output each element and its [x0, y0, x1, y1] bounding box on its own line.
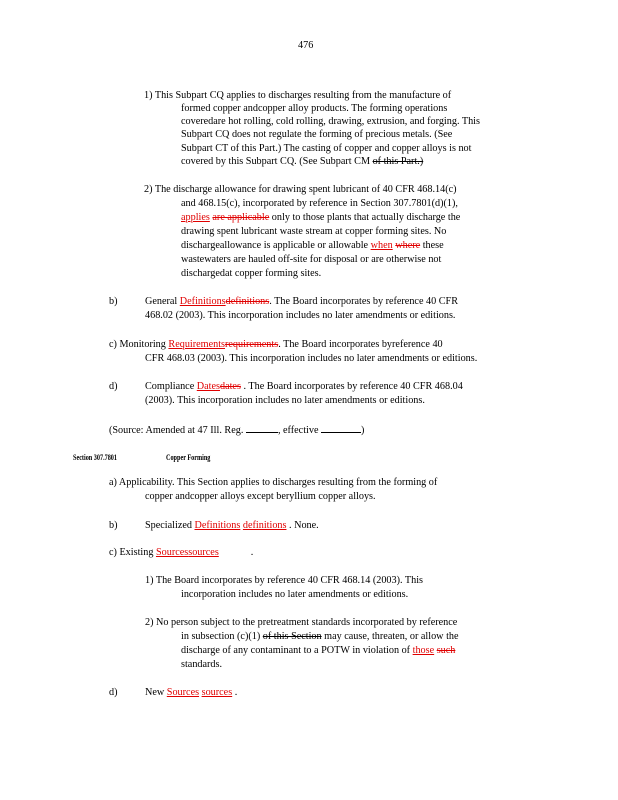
section-number: Section 307.7801 [73, 452, 117, 462]
c-post: . The Board incorporates byreference 40 [278, 339, 443, 350]
s-c-insertion: Sources [155, 547, 189, 558]
s-c-p2-deletion-of-this-section: of this Section [262, 631, 322, 642]
s-d-line [145, 687, 237, 699]
cq-p2-line5-end: these [420, 240, 444, 251]
b-definitions-line1 [145, 296, 458, 308]
s-c-p2-deletion-such: such [436, 645, 456, 656]
s-c-p2-line2 [181, 631, 459, 643]
d-post: . The Board incorporates by reference 40 CFR 468.04 [240, 381, 463, 392]
source-blank-effective [321, 423, 361, 433]
cq-p1-line5: Subpart CT of this Part.) The casting of copper and copper alloys is not [181, 143, 472, 154]
s-b-deletion: definitions [242, 520, 287, 531]
b-definitions-line2: 468.02 (2003). This incorporation includes no later amendments or editions. [145, 310, 456, 321]
cq-p2-line5-text: dischargeallowance is applicable or allowable [181, 240, 371, 251]
b-deletion: definitions [225, 296, 270, 307]
s-c-p2-line2-a: in subsection (c)(1) [181, 631, 263, 642]
cq-p1-line1: 1) This Subpart CQ applies to discharges resulting from the manufacture of [144, 90, 452, 101]
source-text-c: ) [361, 425, 365, 436]
s-c-deletion: sources [188, 547, 219, 558]
d-deletion: dates [219, 381, 241, 392]
c-monitoring-line1 [109, 339, 443, 351]
d-pre: Compliance [145, 381, 197, 392]
s-d-pre: New [145, 687, 167, 698]
s-b-pre: Specialized [145, 520, 195, 531]
s-c-p2-line4: standards. [181, 659, 223, 670]
s-d-post: . [232, 687, 238, 698]
s-d-label: d) [109, 687, 118, 698]
source-text-a: (Source: Amended at 47 Ill. Reg. [109, 425, 246, 436]
source-text-b: , effective [277, 425, 322, 436]
s-d-deletion: sources [201, 687, 233, 698]
s-a-line2: copper andcopper alloys except beryllium copper alloys. [145, 491, 376, 502]
s-c-pre: c) Existing [109, 547, 156, 558]
cq-p2-line5 [181, 240, 444, 252]
s-c-p1-line2: incorporation includes no later amendments or editions. [181, 589, 409, 600]
cq-p2-line3 [181, 212, 460, 224]
d-compliance-line2: (2003). This incorporation includes no later amendments or editions. [145, 395, 425, 406]
page-number: 476 [298, 40, 314, 51]
s-b-line [145, 520, 319, 532]
cq-p2-line4: drawing spent lubricant waste stream at copper forming sites. No [181, 226, 447, 237]
c-deletion: requirements [225, 339, 279, 350]
s-b-post: . None. [286, 520, 319, 531]
s-c-p2-line1: 2) No person subject to the pretreatment standards incorporated by reference [145, 617, 458, 628]
b-insertion: Definitions [179, 296, 226, 307]
cq-p1-line6-text: covered by this Subpart CQ. (See Subpart CM [181, 156, 373, 167]
s-b-label: b) [109, 520, 118, 531]
s-c-p2-line3 [181, 645, 455, 657]
source-blank-register [246, 423, 278, 433]
s-c-p2-line2-b: may cause, threaten, or allow the [321, 631, 459, 642]
section-title: Copper Forming [166, 452, 211, 462]
cq-p1-line3: coveredare hot rolling, cold rolling, drawing, extrusion, and forging. This [181, 116, 480, 127]
b-post: . The Board incorporates by reference 40 CFR [269, 296, 459, 307]
cq-p2-line3-text: only to those plants that actually discharge the [269, 212, 461, 223]
c-pre: c) Monitoring [109, 339, 169, 350]
s-a-line1: a) Applicability. This Section applies to discharges resulting from the forming of [109, 477, 438, 488]
cq-p2-line1: 2) The discharge allowance for drawing spent lubricant of 40 CFR 468.14(c) [144, 184, 457, 195]
s-b-insertion: Definitions [194, 520, 241, 531]
b-label: b) [109, 296, 118, 307]
cq-p2-insertion-applies: applies [181, 212, 210, 223]
s-c-p2-insertion-those: those [412, 645, 435, 656]
s-d-insertion: Sources [166, 687, 200, 698]
cq-p1-deletion: of this Part.) [372, 156, 424, 167]
cq-p2-deletion-are-applicable: are applicable [212, 212, 270, 223]
s-c-post: . [250, 547, 254, 558]
c-insertion: Requirements [168, 339, 226, 350]
cq-p2-insertion-when: when [370, 240, 393, 251]
s-c-line [109, 547, 253, 559]
cq-p1-line2: formed copper andcopper alloy products. The forming operations [181, 103, 448, 114]
s-c-p2-line3-a: discharge of any contaminant to a POTW in violation of [181, 645, 413, 656]
d-compliance-line1 [145, 381, 463, 393]
cq-p2-line7: dischargedat copper forming sites. [181, 268, 322, 279]
cq-p2-line2: and 468.15(c), incorporated by reference in Section 307.7801(d)(1), [181, 198, 458, 209]
cq-p1-line4: Subpart CQ does not regulate the forming of precious metals. (See [181, 129, 453, 140]
cq-p1-line6 [181, 156, 423, 168]
c-monitoring-line2: CFR 468.03 (2003). This incorporation includes no later amendments or editions. [145, 353, 478, 364]
cq-p2-deletion-where: where [395, 240, 421, 251]
s-c-p1-line1: 1) The Board incorporates by reference 40 CFR 468.14 (2003). This [145, 575, 424, 586]
d-insertion: Dates [196, 381, 220, 392]
source-note [109, 423, 364, 437]
d-label: d) [109, 381, 118, 392]
b-pre: General [145, 296, 180, 307]
cq-p2-line6: wastewaters are hauled off-site for disposal or are otherwise not [181, 254, 442, 265]
